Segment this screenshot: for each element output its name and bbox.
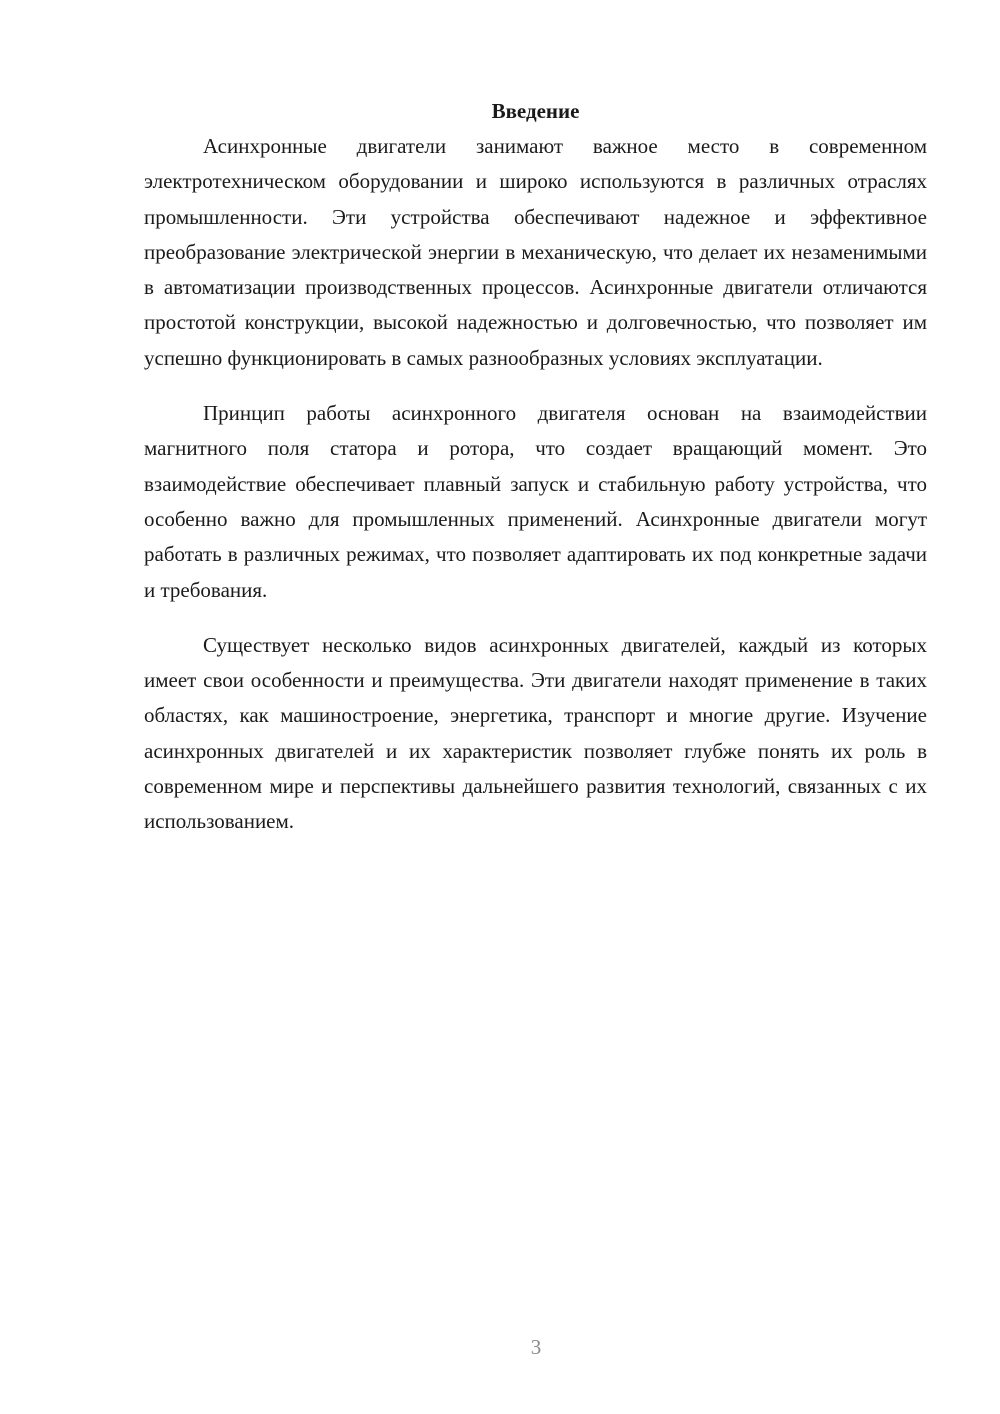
paragraph-1: Асинхронные двигатели занимают важное место в современном электротехническом оборудовании и широко используются в различных отраслях промышленности. Эти устройства обеспечивают надежное и эффективное преобразование электрической энергии в механическую, что делает их незаменимыми в автоматизации производственных процессов. Асинхронные двигатели отличаются простотой конструкции, высокой надежностью и долговечностью, что позволяет им успешно функционировать в самых разнообразных условиях эксплуатации. bbox=[144, 134, 927, 370]
page-content bbox=[144, 96, 927, 840]
page-number: 3 bbox=[530, 1335, 542, 1359]
paragraph-3: Существует несколько видов асинхронных двигателей, каждый из которых имеет свои особенности и преимущества. Эти двигатели находят применение в таких областях, как машиностроение, энергетика, транспорт и многие другие. Изучение асинхронных двигателей и их характеристик позволяет глубже понять их роль в современном мире и перспективы дальнейшего развития технологий, связанных с их использованием. bbox=[144, 632, 927, 834]
paragraph-2: Принцип работы асинхронного двигателя основан на взаимодействии магнитного поля статора и ротора, что создает вращающий момент. Это взаимодействие обеспечивает плавный запуск и стабильную работу устройства, что особенно важно для промышленных применений. Асинхронные двигатели могут работать в различных режимах, что позволяет адаптировать их под конкретные задачи и требования. bbox=[144, 401, 927, 602]
page-title: Введение bbox=[491, 99, 580, 123]
